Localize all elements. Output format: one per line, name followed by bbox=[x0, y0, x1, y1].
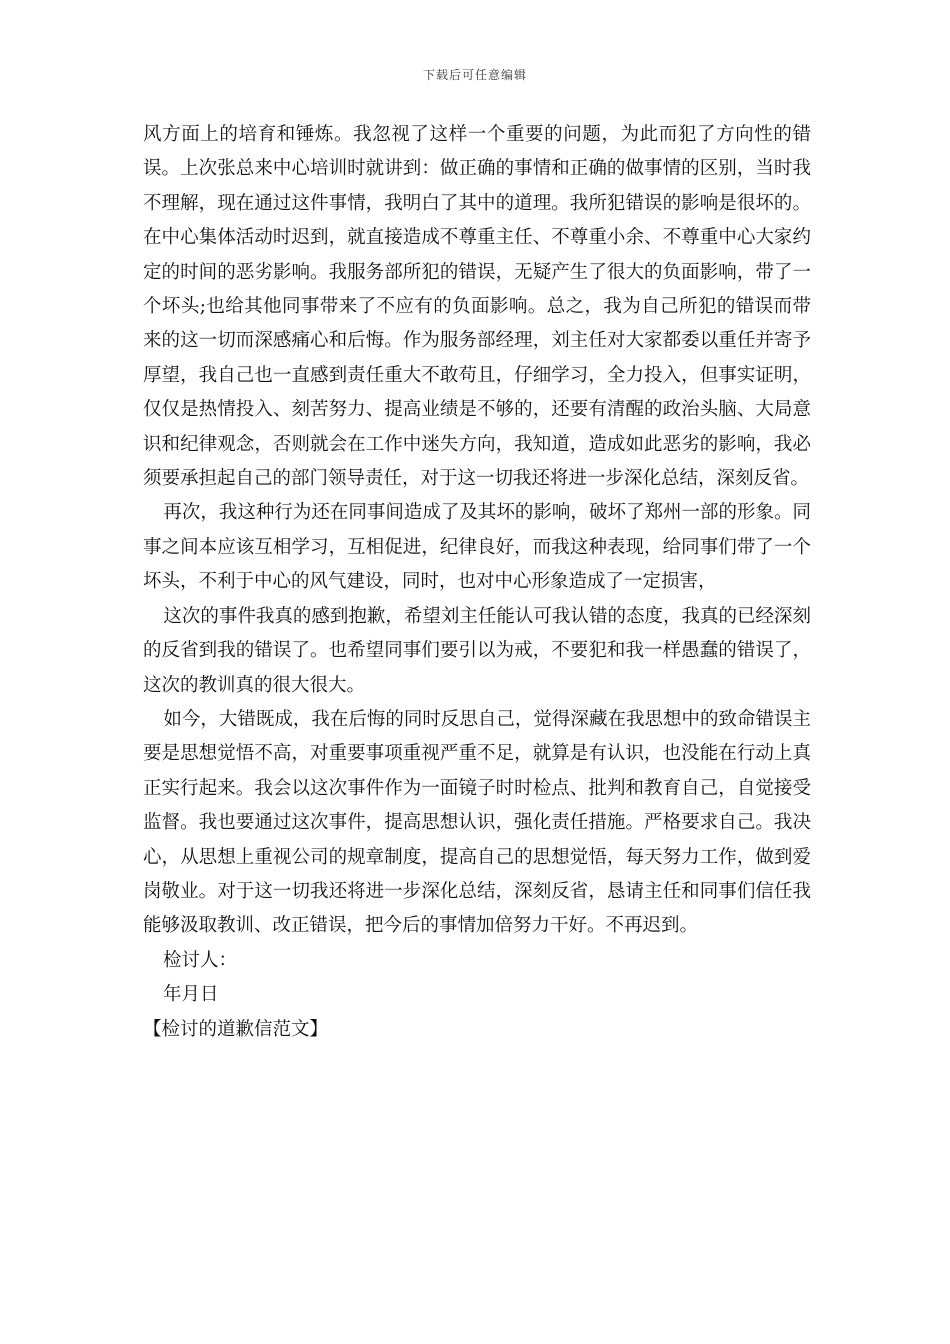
paragraph-3: 这次的事件我真的感到抱歉，希望刘主任能认可我认错的态度，我真的已经深刻的反省到我的错误了。也希望同事们要引以为戒，不要犯和我一样愚蠢的错误了，这次的教训真的很大很大。 bbox=[143, 605, 811, 696]
paragraph-2: 再次，我这种行为还在同事间造成了及其坏的影响，破坏了郑州一部的形象。同事之间本应该互相学习，互相促进，纪律良好，而我这种表现，给同事们带了一个坏头，不利于中心的风气建设，同时，也对中心形象造成了一定损害， bbox=[143, 502, 811, 593]
paragraph-4: 如今，大错既成，我在后悔的同时反思自己，觉得深藏在我思想中的致命错误主要是思想觉悟不高，对重要事项重视严重不足，就算是有认识，也没能在行动上真正实行起来。我会以这次事件作为一面镜子时时检点、批判和教育自己，自觉接受监督。我也要通过这次事件，提高思想认识，强化责任措施。严格要求自己。我决心，从思想上重视公司的规章制度，提高自己的思想觉悟，每天努力工作，做到爱岗敬业。对于这一切我还将进一步深化总结，深刻反省，恳请主任和同事们信任我能够汲取教训、改正错误，把今后的事情加倍努力干好。不再迟到。 bbox=[143, 708, 811, 937]
footer-title: 【检讨的道歉信范文】 bbox=[143, 1018, 329, 1040]
paragraph-1: 风方面上的培育和锤炼。我忽视了这样一个重要的问题，为此而犯了方向性的错误。上次张总来中心培训时就讲到：做正确的事情和正确的做事情的区别，当时我不理解，现在通过这件事情，我明白了其中的道理。我所犯错误的影响是很坏的。在中心集体活动时迟到，就直接造成不尊重主任、不尊重小余、不尊重中心大家约定的时间的恶劣影响。我服务部所犯的错误，无疑产生了很大的负面影响，带了一个坏头;也给其他同事带来了不应有的负面影响。总之，我为自己所犯的错误而带来的这一切而深感痛心和后悔。作为服务部经理，刘主任对大家都委以重任并寄予厚望，我自己也一直感到责任重大不敢苟且，仔细学习，全力投入，但事实证明，仅仅是热情投入、刻苦努力、提高业绩是不够的，还要有清醒的政治头脑、大局意识和纪律观念，否则就会在工作中迷失方向，我知道，造成如此恶劣的影响，我必须要承担起自己的部门领导责任，对于这一切我还将进一步深化总结，深刻反省。 bbox=[143, 124, 811, 490]
signature-date: 年月日 bbox=[163, 984, 219, 1006]
page-header: 下载后可任意编辑 bbox=[422, 68, 527, 82]
document-body bbox=[143, 118, 811, 1047]
signature-reviewer: 检讨人： bbox=[163, 949, 238, 971]
